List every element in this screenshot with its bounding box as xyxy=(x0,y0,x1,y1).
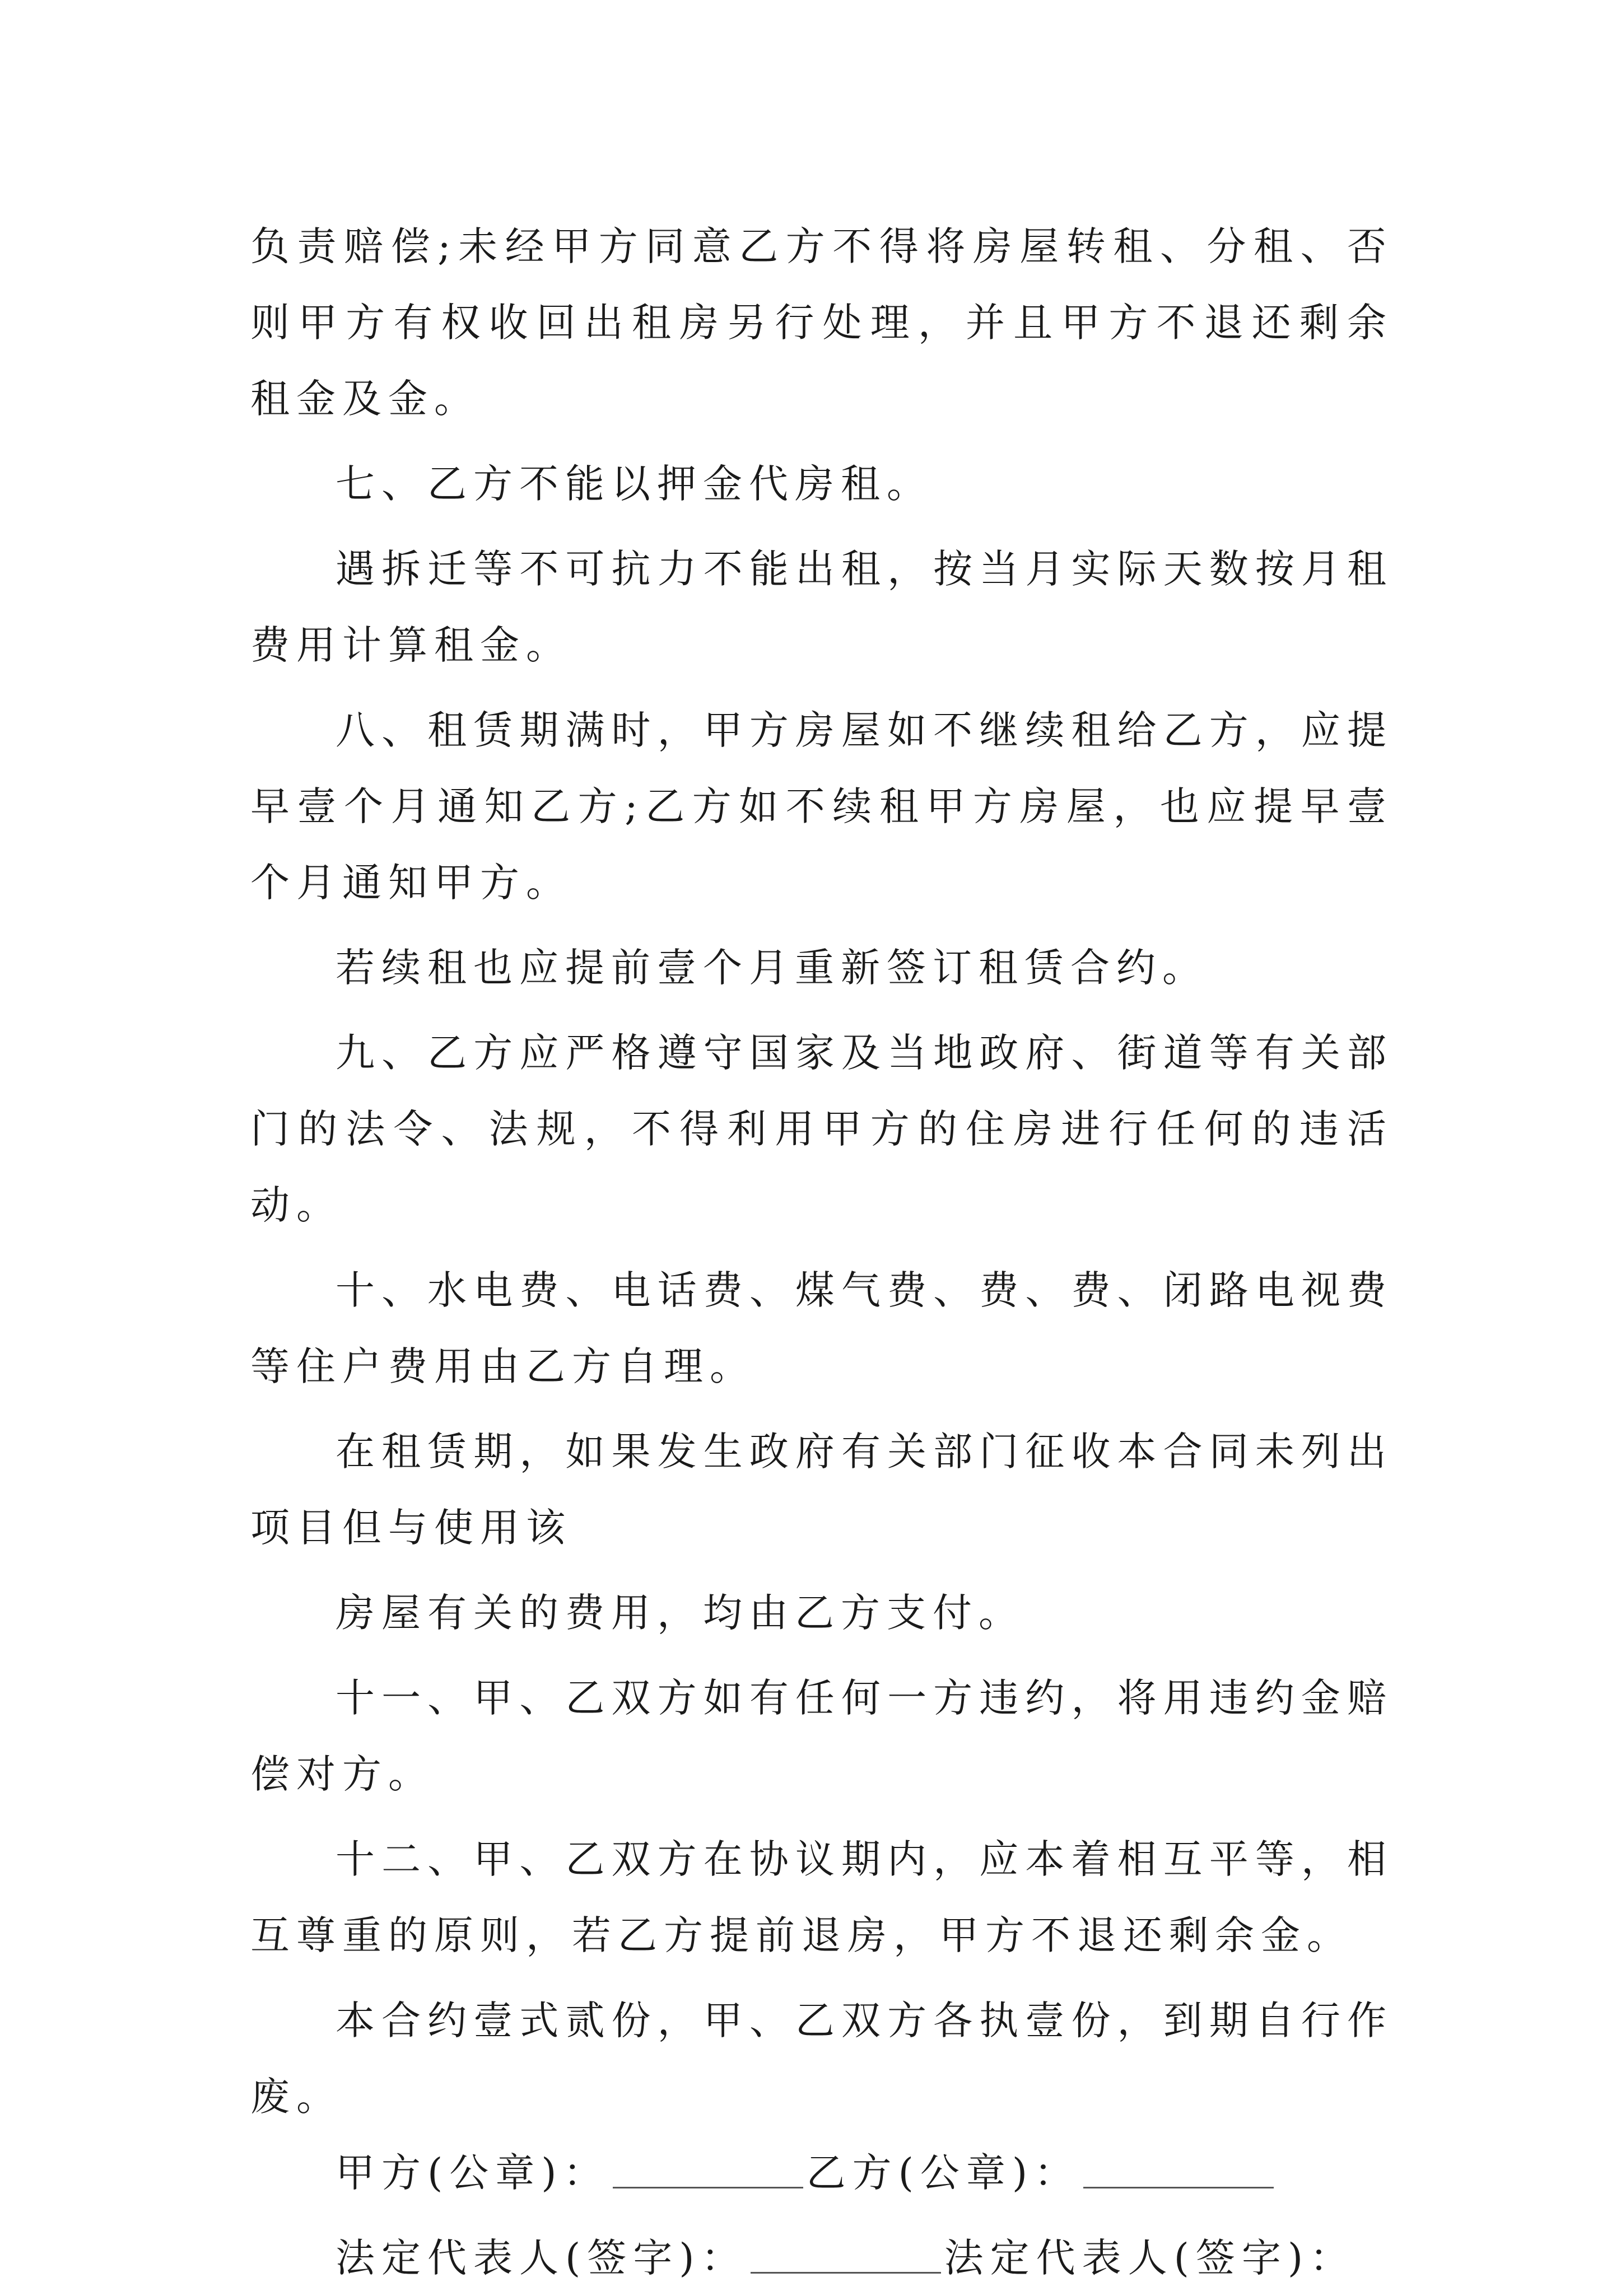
paragraph-force-majeure: 遇拆迁等不可抗力不能出租，按当月实际天数按月租费用计算租金。 xyxy=(250,546,1393,668)
paragraph-clause-8: 八、租赁期满时，甲方房屋如不继续租给乙方，应提早壹个月通知乙方;乙方如不续租甲方房屋，也应提早壹个月通知甲方。 xyxy=(250,707,1393,906)
paragraph-clause-7: 七、乙方不能以押金代房租。 xyxy=(336,461,933,507)
signature-row-seal xyxy=(250,2135,1393,2211)
paragraph-clause-10: 十、水电费、电话费、煤气费、费、费、闭路电视费等住户费用由乙方自理。 xyxy=(250,1267,1393,1389)
party-a-representative-label: 法定代表人(签字)： xyxy=(336,2235,747,2281)
paragraph-clause-11: 十一、甲、乙双方如有任何一方违约，将用违约金赔偿对方。 xyxy=(250,1675,1393,1797)
paragraph-related-fees: 房屋有关的费用，均由乙方支付。 xyxy=(336,1590,1024,1636)
paragraph-lease-period-fees: 在租赁期，如果发生政府有关部门征收本合同未列出项目但与使用该 xyxy=(250,1429,1393,1551)
paragraph-clause-9: 九、乙方应严格遵守国家及当地政府、街道等有关部门的法令、法规，不得利用甲方的住房进行任何的违活动。 xyxy=(250,1030,1393,1228)
paragraph-copies: 本合约壹式贰份，甲、乙双方各执壹份，到期自行作废。 xyxy=(250,1998,1393,2120)
paragraph-renewal: 若续租也应提前壹个月重新签订租赁合约。 xyxy=(336,945,1208,991)
contract-body xyxy=(250,208,1393,2296)
signature-row-representative xyxy=(250,2220,1393,2296)
paragraph-clause-12: 十二、甲、乙双方在协议期内，应本着相互平等，相互尊重的原则，若乙方提前退房，甲方不退还剩余金。 xyxy=(250,1836,1393,1958)
party-b-seal-label: 乙方(公章)： xyxy=(806,2150,1080,2196)
paragraph-compensation-clause: 负责赔偿;未经甲方同意乙方不得将房屋转租、分租、否则甲方有权收回出租房另行处理，并且甲方不退还剩余租金及金。 xyxy=(250,223,1393,422)
party-a-seal-label: 甲方(公章)： xyxy=(336,2150,609,2196)
party-a-representative-blank[interactable] xyxy=(751,2238,941,2274)
party-b-representative-label: 法定代表人(签字)： xyxy=(944,2235,1356,2281)
party-b-seal-blank[interactable] xyxy=(1083,2153,1274,2188)
party-a-seal-blank[interactable] xyxy=(613,2153,803,2188)
